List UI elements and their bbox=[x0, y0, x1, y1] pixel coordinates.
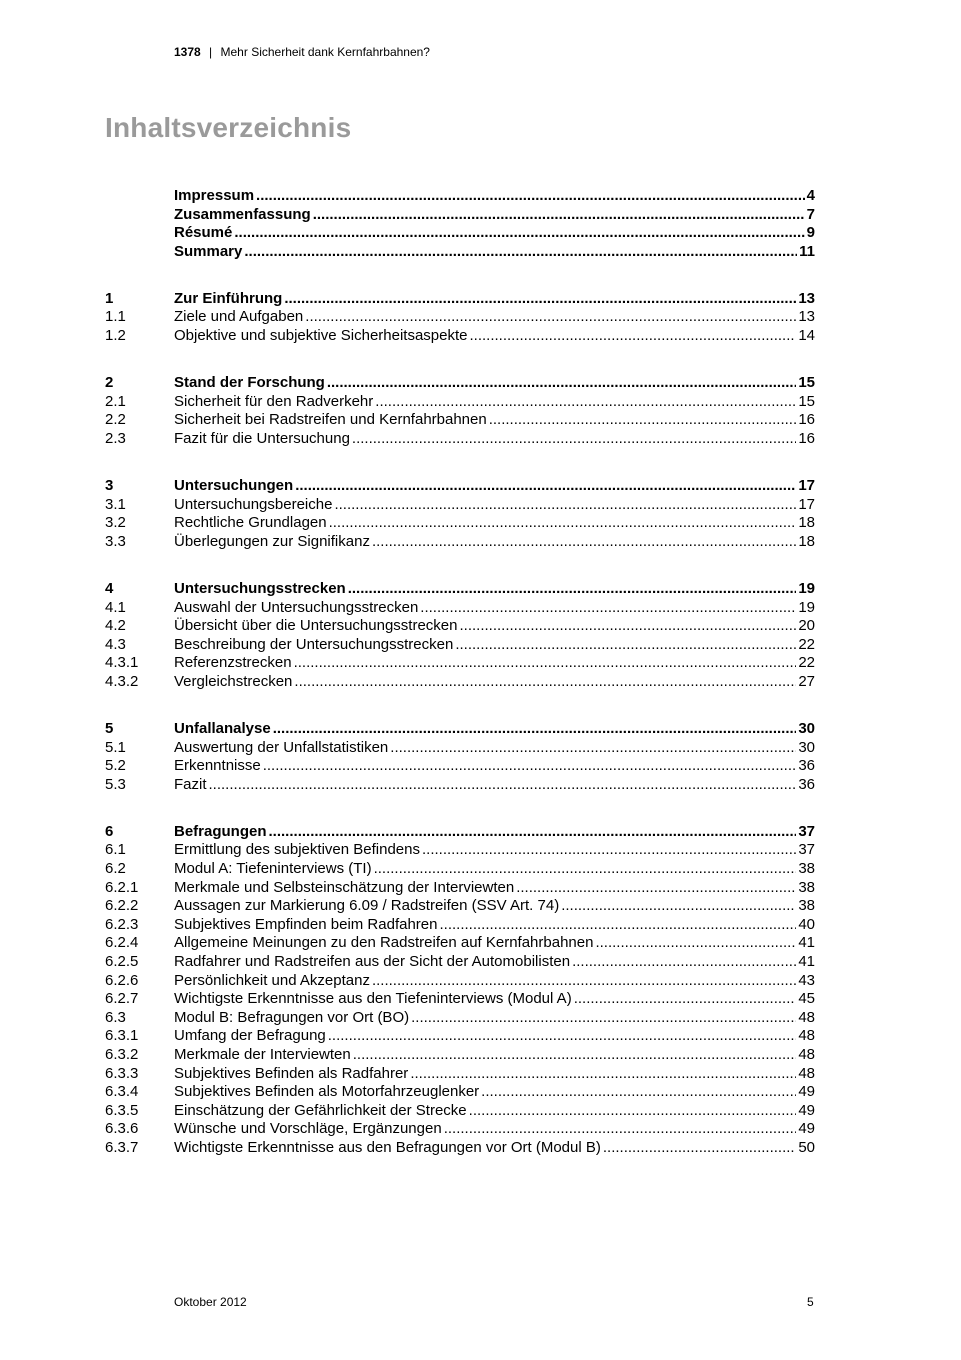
toc-entry-title: Unfallanalyse bbox=[174, 719, 271, 737]
toc-entry-number: 6.2.7 bbox=[105, 990, 139, 1008]
toc-entry[interactable] bbox=[105, 636, 815, 655]
toc-dot-leader bbox=[390, 739, 796, 758]
toc-entry-title: Überlegungen zur Signifikanz bbox=[174, 532, 370, 550]
toc-entry-number: 6 bbox=[105, 822, 114, 840]
toc-entry-number: 6.3.7 bbox=[105, 1138, 139, 1156]
toc-entry-page: 36 bbox=[798, 775, 815, 793]
toc-entry-page: 49 bbox=[798, 1101, 815, 1119]
toc-entry-number: 6.2.6 bbox=[105, 971, 139, 989]
toc-entry[interactable] bbox=[105, 617, 815, 636]
toc-entry-number: 3 bbox=[105, 477, 114, 495]
toc-entry-title: Sicherheit für den Radverkehr bbox=[174, 392, 374, 410]
toc-entry-number: 5.1 bbox=[105, 738, 126, 756]
toc-entry-page: 9 bbox=[806, 224, 815, 242]
toc-entry-number: 3.2 bbox=[105, 514, 126, 532]
toc-entry-chapter[interactable] bbox=[105, 477, 815, 496]
toc-entry[interactable] bbox=[105, 1139, 815, 1158]
toc-dot-leader bbox=[422, 841, 796, 860]
toc-entry[interactable] bbox=[105, 953, 815, 972]
toc-entry-page: 49 bbox=[798, 1120, 815, 1138]
toc-entry-page: 22 bbox=[798, 654, 815, 672]
toc-dot-leader bbox=[372, 972, 796, 991]
toc-entry-page: 13 bbox=[798, 289, 815, 307]
toc-dot-leader bbox=[348, 580, 797, 599]
toc-entry[interactable] bbox=[105, 879, 815, 898]
toc-dot-leader bbox=[561, 897, 796, 916]
toc-dot-leader bbox=[352, 430, 796, 449]
toc-entry-title: Merkmale der Interviewten bbox=[174, 1045, 351, 1063]
toc-entry-page: 38 bbox=[798, 897, 815, 915]
toc-spacer bbox=[105, 551, 815, 580]
toc-entry-number: 1.1 bbox=[105, 308, 126, 326]
toc-entry[interactable] bbox=[105, 673, 815, 692]
toc-entry-number: 6.2.1 bbox=[105, 878, 139, 896]
toc-dot-leader bbox=[574, 990, 797, 1009]
toc-entry-page: 30 bbox=[798, 738, 815, 756]
toc-entry-title: Auswertung der Unfallstatistiken bbox=[174, 738, 389, 756]
toc-entry-title: Untersuchungsbereiche bbox=[174, 495, 333, 513]
toc-entry-page: 15 bbox=[798, 392, 815, 410]
toc-dot-leader bbox=[327, 374, 796, 393]
toc-dot-leader bbox=[603, 1139, 796, 1158]
toc-entry-page: 16 bbox=[798, 429, 815, 447]
toc-entry-page: 48 bbox=[798, 1027, 815, 1045]
footer-page-number: 5 bbox=[807, 1295, 814, 1309]
toc-entry-number: 3.1 bbox=[105, 495, 126, 513]
toc-entry-chapter[interactable] bbox=[105, 187, 815, 206]
toc-entry-title: Untersuchungen bbox=[174, 477, 294, 495]
toc-entry-title: Stand der Forschung bbox=[174, 374, 325, 392]
toc-entry-number: 4.1 bbox=[105, 598, 126, 616]
toc-entry-number: 6.2.5 bbox=[105, 953, 139, 970]
toc-entry-title: Wünsche und Vorschläge, Ergänzungen bbox=[174, 1120, 442, 1138]
toc-entry-title: Erkenntnisse bbox=[174, 757, 261, 775]
toc-entry-number: 5.2 bbox=[105, 757, 126, 775]
toc-entry-title: Umfang der Befragung bbox=[174, 1027, 326, 1045]
toc-entry-number: 1.2 bbox=[105, 327, 126, 345]
toc-entry-chapter[interactable] bbox=[105, 206, 815, 225]
toc-entry-title: Impressum bbox=[174, 187, 255, 204]
toc-dot-leader bbox=[595, 934, 796, 953]
toc-entry-title: Radfahrer und Radstreifen aus der Sicht der Automobilisten bbox=[174, 953, 571, 970]
toc-entry-page: 18 bbox=[798, 514, 815, 532]
toc-entry-title: Auswahl der Untersuchungsstrecken bbox=[174, 598, 419, 616]
toc-entry-title: Aussagen zur Markierung 6.09 / Radstreifen (SSV Art. 74) bbox=[174, 897, 560, 915]
toc-entry-title: Fazit für die Untersuchung bbox=[174, 429, 350, 447]
toc-dot-leader bbox=[209, 776, 797, 795]
toc-entry-number: 6.2.2 bbox=[105, 897, 139, 915]
toc-entry-page: 15 bbox=[798, 374, 815, 392]
toc-entry[interactable] bbox=[105, 599, 815, 618]
toc-entry[interactable] bbox=[105, 1027, 815, 1046]
toc-entry-chapter[interactable] bbox=[105, 224, 815, 243]
toc-spacer bbox=[105, 346, 815, 375]
running-header bbox=[174, 45, 430, 59]
toc-entry-page: 48 bbox=[798, 1064, 815, 1082]
toc-entry-page: 18 bbox=[798, 532, 815, 550]
toc-entry-title: Einschätzung der Gefährlichkeit der Strecke bbox=[174, 1101, 467, 1119]
report-title: Mehr Sicherheit dank Kernfahrbahnen? bbox=[220, 45, 430, 59]
toc-entry-title: Allgemeine Meinungen zu den Radstreifen auf Kernfahrbahnen bbox=[174, 934, 594, 952]
toc-entry-title: Persönlichkeit und Akzeptanz bbox=[174, 971, 370, 989]
toc-entry-chapter[interactable] bbox=[105, 720, 815, 739]
toc-entry-page: 17 bbox=[798, 477, 815, 495]
table-of-contents bbox=[105, 187, 815, 1158]
toc-entry-page: 4 bbox=[806, 187, 815, 204]
toc-entry-title: Wichtigste Erkenntnisse aus den Tiefeninterviews (Modul A) bbox=[174, 990, 572, 1008]
toc-entry-page: 41 bbox=[798, 953, 815, 970]
toc-entry-page: 27 bbox=[798, 672, 815, 690]
toc-entry-title: Summary bbox=[174, 242, 243, 260]
toc-dot-leader bbox=[334, 496, 796, 515]
toc-entry[interactable] bbox=[105, 654, 815, 673]
toc-entry-title: Objektive und subjektive Sicherheitsaspekte bbox=[174, 327, 468, 345]
toc-entry[interactable] bbox=[105, 393, 815, 412]
toc-entry-page: 19 bbox=[798, 598, 815, 616]
toc-entry-title: Modul B: Befragungen vor Ort (BO) bbox=[174, 1008, 410, 1026]
toc-dot-leader bbox=[481, 1083, 796, 1102]
toc-entry-title: Befragungen bbox=[174, 822, 267, 840]
toc-entry-number: 6.2.4 bbox=[105, 934, 139, 952]
toc-entry[interactable] bbox=[105, 514, 815, 533]
toc-entry-number: 6.3.2 bbox=[105, 1045, 139, 1063]
toc-spacer bbox=[105, 794, 815, 823]
toc-entry[interactable] bbox=[105, 327, 815, 346]
toc-dot-leader bbox=[305, 308, 796, 327]
toc-entry-number: 6.1 bbox=[105, 841, 126, 859]
toc-entry-number: 3.3 bbox=[105, 532, 126, 550]
toc-dot-leader bbox=[269, 823, 797, 842]
toc-entry-number: 4.3 bbox=[105, 635, 126, 653]
toc-entry-page: 16 bbox=[798, 411, 815, 429]
toc-entry-title: Zur Einführung bbox=[174, 289, 283, 307]
toc-entry-number: 2.3 bbox=[105, 429, 126, 447]
toc-entry-number: 5 bbox=[105, 719, 114, 737]
toc-entry-number: 2 bbox=[105, 374, 114, 392]
toc-entry[interactable] bbox=[105, 897, 815, 916]
toc-entry-title: Zusammenfassung bbox=[174, 205, 311, 223]
header-separator: | bbox=[209, 45, 213, 59]
toc-entry-page: 41 bbox=[798, 934, 815, 952]
toc-entry-page: 13 bbox=[798, 308, 815, 326]
toc-entry-page: 37 bbox=[798, 841, 815, 859]
toc-entry[interactable] bbox=[105, 430, 815, 449]
toc-dot-leader bbox=[470, 327, 797, 346]
toc-entry[interactable] bbox=[105, 308, 815, 327]
toc-dot-leader bbox=[444, 1120, 797, 1139]
toc-dot-leader bbox=[439, 916, 796, 935]
toc-entry-page: 43 bbox=[798, 971, 815, 989]
toc-entry[interactable] bbox=[105, 934, 815, 953]
toc-entry[interactable] bbox=[105, 533, 815, 552]
toc-entry[interactable] bbox=[105, 496, 815, 515]
toc-entry-page: 20 bbox=[798, 617, 815, 635]
toc-entry-number: 2.1 bbox=[105, 392, 126, 410]
toc-dot-leader bbox=[295, 477, 796, 496]
toc-entry-number: 4.3.1 bbox=[105, 654, 139, 672]
toc-entry-number: 4.2 bbox=[105, 617, 126, 635]
toc-entry-title: Ziele und Aufgaben bbox=[174, 308, 304, 326]
toc-dot-leader bbox=[294, 673, 796, 692]
toc-entry-title: Rechtliche Grundlagen bbox=[174, 514, 327, 532]
toc-entry[interactable] bbox=[105, 1120, 815, 1139]
toc-entry-title: Vergleichstrecken bbox=[174, 672, 293, 690]
toc-spacer bbox=[105, 449, 815, 478]
toc-entry-chapter[interactable] bbox=[105, 823, 815, 842]
toc-entry[interactable] bbox=[105, 1065, 815, 1084]
toc-entry-title: Beschreibung der Untersuchungsstrecken bbox=[174, 635, 454, 653]
toc-dot-leader bbox=[372, 533, 796, 552]
toc-entry[interactable] bbox=[105, 757, 815, 776]
toc-entry-page: 38 bbox=[798, 878, 815, 896]
toc-entry-title: Subjektives Empfinden beim Radfahren bbox=[174, 915, 438, 933]
toc-dot-leader bbox=[284, 290, 796, 309]
toc-entry-page: 7 bbox=[806, 205, 815, 223]
toc-entry-title: Ermittlung des subjektiven Befindens bbox=[174, 841, 420, 859]
toc-entry-page: 17 bbox=[798, 495, 815, 513]
toc-entry-number: 4.3.2 bbox=[105, 672, 139, 690]
toc-entry-page: 36 bbox=[798, 757, 815, 775]
toc-entry-chapter[interactable] bbox=[105, 374, 815, 393]
toc-dot-leader bbox=[294, 654, 797, 673]
report-number: 1378 bbox=[174, 45, 201, 59]
toc-entry[interactable] bbox=[105, 411, 815, 430]
toc-spacer bbox=[105, 691, 815, 720]
toc-entry[interactable] bbox=[105, 841, 815, 860]
toc-entry-title: Sicherheit bei Radstreifen und Kernfahrbahnen bbox=[174, 411, 487, 429]
toc-entry-page: 14 bbox=[798, 327, 815, 345]
toc-entry[interactable] bbox=[105, 1102, 815, 1121]
toc-entry-chapter[interactable] bbox=[105, 580, 815, 599]
toc-dot-leader bbox=[469, 1102, 797, 1121]
toc-entry-title: Referenzstrecken bbox=[174, 654, 292, 672]
toc-dot-leader bbox=[489, 411, 797, 430]
toc-entry-page: 48 bbox=[798, 1008, 815, 1026]
toc-dot-leader bbox=[516, 879, 796, 898]
toc-dot-leader bbox=[375, 393, 796, 412]
footer-date: Oktober 2012 bbox=[174, 1295, 247, 1309]
toc-entry-number: 6.3.6 bbox=[105, 1120, 139, 1138]
toc-entry-number: 5.3 bbox=[105, 775, 126, 793]
toc-entry-title: Untersuchungsstrecken bbox=[174, 579, 346, 597]
toc-entry-page: 11 bbox=[799, 242, 815, 260]
toc-entry-number: 6.3 bbox=[105, 1008, 126, 1026]
toc-dot-leader bbox=[328, 1027, 797, 1046]
toc-entry-number: 2.2 bbox=[105, 411, 126, 429]
toc-entry-page: 49 bbox=[798, 1083, 815, 1101]
toc-dot-leader bbox=[374, 860, 797, 879]
toc-dot-leader bbox=[263, 757, 797, 776]
toc-entry-title: Wichtigste Erkenntnisse aus den Befragungen vor Ort (Modul B) bbox=[174, 1138, 601, 1156]
toc-entry-number: 6.2.3 bbox=[105, 915, 139, 933]
toc-dot-leader bbox=[329, 514, 797, 533]
toc-dot-leader bbox=[313, 206, 805, 225]
toc-spacer bbox=[105, 261, 815, 290]
toc-entry-page: 45 bbox=[798, 990, 815, 1008]
toc-entry-number: 6.2 bbox=[105, 860, 126, 878]
toc-entry[interactable] bbox=[105, 860, 815, 879]
toc-entry-page: 40 bbox=[798, 915, 815, 933]
toc-dot-leader bbox=[353, 1046, 797, 1065]
toc-entry[interactable] bbox=[105, 990, 815, 1009]
toc-entry-number: 1 bbox=[105, 289, 114, 307]
toc-dot-leader bbox=[420, 599, 796, 618]
toc-entry-number: 6.3.3 bbox=[105, 1064, 139, 1082]
toc-entry-page: 22 bbox=[798, 635, 815, 653]
toc-entry[interactable] bbox=[105, 916, 815, 935]
toc-entry[interactable] bbox=[105, 776, 815, 795]
toc-dot-leader bbox=[572, 953, 796, 972]
toc-entry-page: 30 bbox=[798, 719, 815, 737]
toc-entry-title: Subjektives Befinden als Motorfahrzeuglenker bbox=[174, 1083, 480, 1101]
toc-entry[interactable] bbox=[105, 972, 815, 991]
toc-entry-chapter[interactable] bbox=[105, 243, 815, 262]
page-title: Inhaltsverzeichnis bbox=[105, 112, 352, 143]
toc-entry[interactable] bbox=[105, 739, 815, 758]
toc-entry-page: 37 bbox=[798, 822, 815, 840]
toc-entry-title: Merkmale und Selbsteinschätzung der Interviewten bbox=[174, 878, 515, 896]
toc-entry-title: Résumé bbox=[174, 224, 233, 242]
toc-dot-leader bbox=[234, 224, 804, 243]
toc-entry-number: 4 bbox=[105, 579, 114, 597]
toc-entry-page: 50 bbox=[798, 1138, 815, 1156]
toc-entry-title: Fazit bbox=[174, 775, 207, 793]
toc-entry-page: 48 bbox=[798, 1045, 815, 1063]
toc-entry-title: Übersicht über die Untersuchungsstrecken bbox=[174, 617, 458, 635]
toc-dot-leader bbox=[411, 1009, 796, 1028]
toc-entry-title: Modul A: Tiefeninterviews (TI) bbox=[174, 860, 372, 878]
toc-entry-page: 19 bbox=[798, 579, 815, 597]
toc-entry-number: 6.3.4 bbox=[105, 1083, 139, 1101]
toc-dot-leader bbox=[244, 243, 797, 262]
toc-dot-leader bbox=[410, 1065, 796, 1084]
toc-entry-number: 6.3.1 bbox=[105, 1027, 139, 1045]
toc-entry[interactable] bbox=[105, 1083, 815, 1102]
toc-entry[interactable] bbox=[105, 1009, 815, 1028]
toc-entry[interactable] bbox=[105, 1046, 815, 1065]
toc-entry-page: 38 bbox=[798, 860, 815, 878]
toc-entry-title: Subjektives Befinden als Radfahrer bbox=[174, 1064, 409, 1082]
toc-entry-chapter[interactable] bbox=[105, 290, 815, 309]
toc-dot-leader bbox=[256, 187, 805, 206]
toc-entry-number: 6.3.5 bbox=[105, 1101, 139, 1119]
toc-dot-leader bbox=[459, 617, 796, 636]
toc-dot-leader bbox=[455, 636, 796, 655]
toc-dot-leader bbox=[273, 720, 797, 739]
